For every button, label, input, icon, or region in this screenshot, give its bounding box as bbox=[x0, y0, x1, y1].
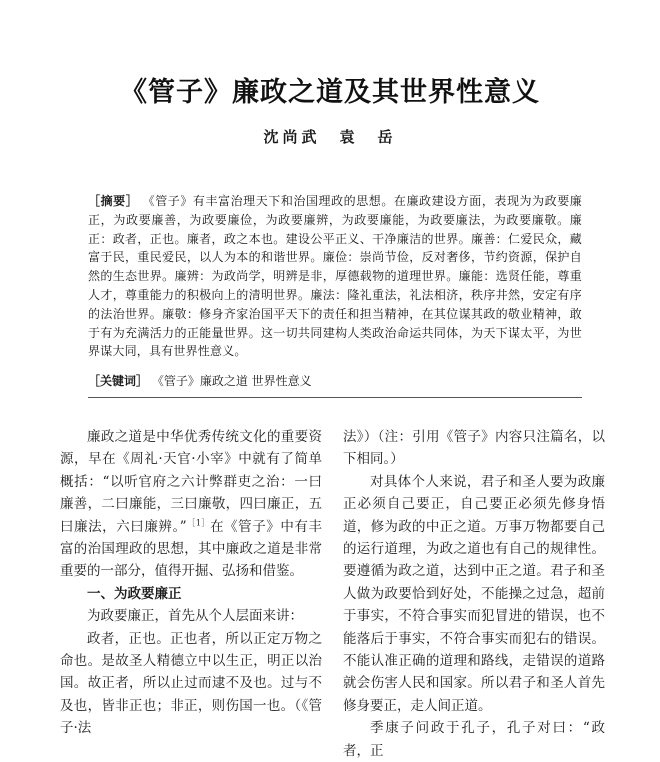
divider bbox=[88, 397, 582, 398]
paragraph: 法》）（注：引用《管子》内容只注篇名，以下相同。） bbox=[343, 429, 605, 468]
abstract bbox=[88, 192, 582, 361]
paragraph bbox=[60, 426, 322, 583]
abstract-label: ［摘要］ bbox=[88, 194, 139, 208]
keywords bbox=[88, 372, 582, 390]
citation-ref: ［1］ bbox=[186, 518, 211, 528]
right-column bbox=[343, 426, 605, 762]
paper-title: 《管子》廉政之道及其世界性意义 bbox=[120, 77, 540, 108]
left-column bbox=[60, 426, 322, 740]
intro-text: 廉政之道是中华优秀传统文化的重要资源，早在《周礼·天官·小宰》中就有了简单概括：“以听官府之六计弊群吏之治：一曰廉善，二曰廉能，三曰廉敬，四曰廉正，五曰廉法，六曰廉辨。” bbox=[60, 429, 322, 535]
paragraph: 对具体个人来说，君子和圣人要为政廉正必须自己要正，自己要正必须先修身悟道，修为政的中正之道。万事万物都要自己的运行道理，为政之道也有自己的规律性。要遵循为政之道，达到中正之道。君子和圣人做为政要恰到好处，不能操之过急，超前于事实，不符合事实而犯冒进的错误，也不能落后于事实，不符合事实而犯右的错误。不能认准正确的道理和路线，走错误的道路就会伤害人民和国家。所以君子和圣人首先修身要正，走人间正道。 bbox=[343, 473, 605, 714]
authors: 沈尚武 袁 岳 bbox=[263, 128, 397, 146]
intro-text-cont: 在《管子》中有丰富的治国理政的思想，其中廉政之道是非常重要的一部分，值得开掘、弘扬和借鉴。 bbox=[60, 518, 322, 580]
section-heading: 一、为政要廉正 bbox=[87, 585, 182, 602]
paragraph: 季康子问政于孔子，孔子对曰：“政者，正 bbox=[343, 720, 605, 759]
keywords-text: 《管子》廉政之道 世界性意义 bbox=[151, 374, 312, 388]
abstract-text: 《管子》有丰富治理天下和治国理政的思想。在廉政建设方面，表现为为政要廉正，为政要廉善，为政要廉俭，为政要廉辨，为政要廉能，为政要廉法，为政要廉敬。廉正：政者，正也。廉者，政之本也。建设公平正义、干净廉洁的世界。廉善：仁爱民众，藏富于民，重民爱民，以人为本的和谐世界。廉俭：崇尚节俭，反对奢侈，节约资源，保护自然的生态世界。廉辨：为政尚学，明辨是非，厚德载物的道理世界。廉能：选贤任能，尊重人才，尊重能力的积极向上的清明世界。廉法：隆礼重法，礼法相济，秩序井然，安定有序的法治世界。廉敬：修身齐家治国平天下的责任和担当精神，在其位谋其政的敬业精神，敢于有为充满活力的正能量世界。这一切共同建构人类政治命运共同体，为天下谋太平，为世界谋大同，具有世界性意义。 bbox=[88, 194, 583, 359]
keywords-label: ［关键词］ bbox=[88, 374, 149, 388]
paragraph: 为政要廉正，首先从个人层面来讲： bbox=[87, 608, 303, 625]
quote-paragraph: 政者，正也。正也者，所以正定万物之命也。是故圣人精德立中以生正，明正以治国。故正者，所以止过而逮不及也。过与不及也，皆非正也；非正，则伤国一也。（《管子·法 bbox=[60, 630, 322, 737]
